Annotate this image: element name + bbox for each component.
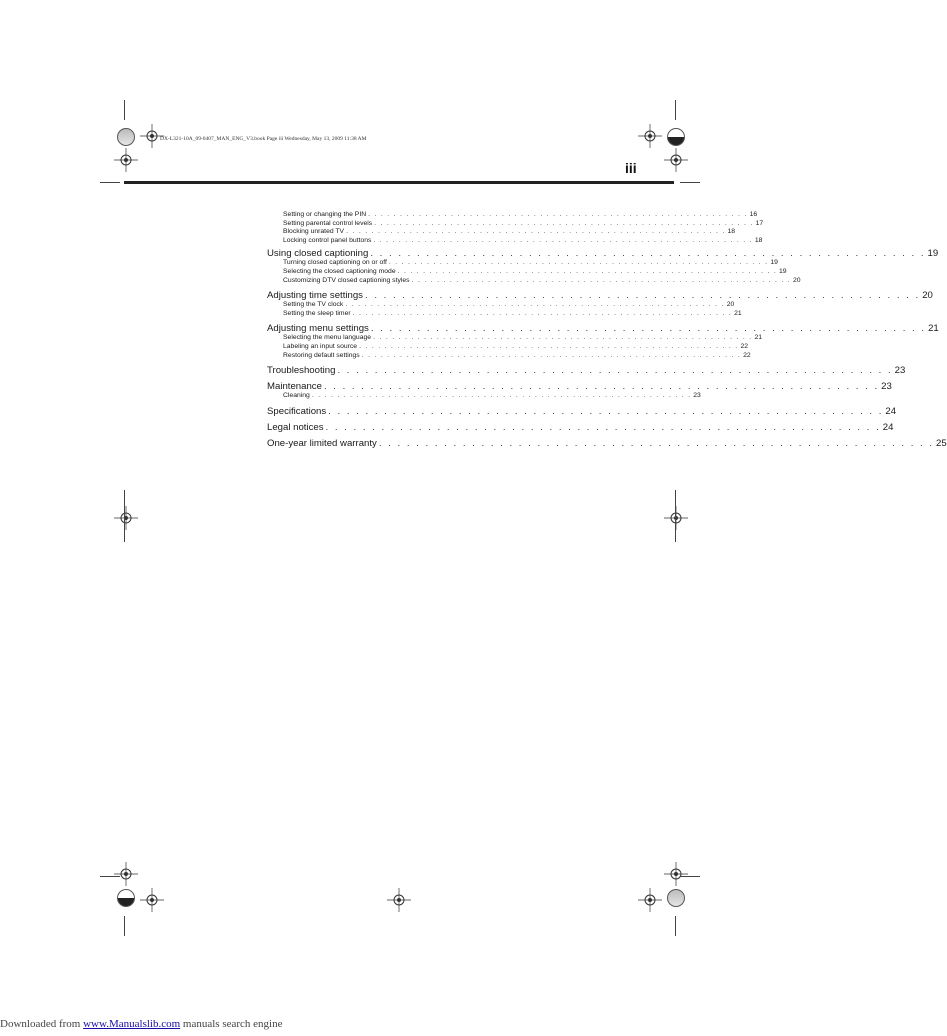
toc-chapter-entry[interactable] xyxy=(267,365,906,377)
toc-entry-title: One-year limited warranty xyxy=(267,437,377,449)
color-bar-circle-icon xyxy=(667,128,685,146)
crop-mark xyxy=(100,182,120,183)
toc-section-entry[interactable] xyxy=(267,276,801,286)
crop-mark xyxy=(675,100,676,120)
footer-prefix: Downloaded from xyxy=(0,1018,81,1030)
toc-entry-page: 23 xyxy=(894,365,906,377)
crop-mark xyxy=(100,876,120,877)
registration-mark-icon xyxy=(114,862,138,886)
dot-leader: . . . . . . . . . . . . . . . . . . . . . . . . . . . . . . . . . . . . . . . . . . . . . . . . . . . . . . . . . . . . xyxy=(337,365,893,377)
toc-entry-title: Maintenance xyxy=(267,381,322,393)
dot-leader: . . . . . . . . . . . . . . . . . . . . . . . . . . . . . . . . . . . . . . . . . . . . . . . . . . . . . . . . . . . . xyxy=(346,228,726,236)
toc-entry-title: Legal notices xyxy=(267,421,324,433)
dot-leader: . . . . . . . . . . . . . . . . . . . . . . . . . . . . . . . . . . . . . . . . . . . . . . . . . . . . . . . . . . . . xyxy=(411,276,791,284)
crop-mark xyxy=(124,916,125,936)
toc-entry-page: 19 xyxy=(927,248,939,260)
dot-leader: . . . . . . . . . . . . . . . . . . . . . . . . . . . . . . . . . . . . . . . . . . . . . . . . . . . . . . . . . . . . xyxy=(323,381,880,393)
dot-leader: . . . . . . . . . . . . . . . . . . . . . . . . . . . . . . . . . . . . . . . . . . . . . . . . . . . . . . . . . . . . xyxy=(370,248,926,260)
dot-leader: . . . . . . . . . . . . . . . . . . . . . . . . . . . . . . . . . . . . . . . . . . . . . . . . . . . . . . . . . . . . xyxy=(370,323,927,335)
toc-entry-page: 20 xyxy=(726,301,735,309)
toc-entry-page: 19 xyxy=(770,259,778,267)
color-bar-circle-icon xyxy=(667,889,685,907)
toc-section-entry[interactable] xyxy=(267,342,749,352)
dot-leader: . . . . . . . . . . . . . . . . . . . . . . . . . . . . . . . . . . . . . . . . . . . . . . . . . . . . . . . . . . . . xyxy=(373,236,753,244)
toc-entry-title: Selecting the menu language xyxy=(283,334,372,342)
toc-entry-title: Specifications xyxy=(267,405,327,417)
toc-section-entry[interactable] xyxy=(267,267,787,277)
toc-section-entry[interactable] xyxy=(267,309,742,319)
toc-entry-page: 24 xyxy=(885,405,897,417)
toc-entry-page: 21 xyxy=(734,309,742,317)
toc-chapter-entry[interactable] xyxy=(267,437,947,449)
toc-entry-page: 21 xyxy=(928,323,939,335)
toc-entry-page: 20 xyxy=(792,276,801,284)
crop-mark xyxy=(680,182,700,183)
toc-entry-title: Adjusting time settings xyxy=(267,290,363,302)
toc-entry-page: 21 xyxy=(754,334,763,342)
color-bar-circle-icon xyxy=(117,128,135,146)
toc-entry-title: Setting the TV clock xyxy=(283,301,344,309)
toc-section-entry[interactable] xyxy=(267,211,758,220)
toc-chapter-entry[interactable] xyxy=(267,248,939,260)
toc-entry-page: 19 xyxy=(779,267,787,275)
toc-entry-title: Labeling an input source xyxy=(283,342,358,350)
registration-mark-icon xyxy=(638,124,662,148)
dot-leader: . . . . . . . . . . . . . . . . . . . . . . . . . . . . . . . . . . . . . . . . . . . . . . . . . . . . . . . . . . . . xyxy=(374,219,754,227)
dot-leader: . . . . . . . . . . . . . . . . . . . . . . . . . . . . . . . . . . . . . . . . . . . . . . . . . . . . . . . . . . . . xyxy=(328,405,884,417)
toc-section-entry[interactable] xyxy=(267,236,763,246)
toc-entry-title: Locking control panel buttons xyxy=(283,236,372,244)
download-footer xyxy=(0,1018,282,1030)
registration-mark-icon xyxy=(664,862,688,886)
dot-leader: . . . . . . . . . . . . . . . . . . . . . . . . . . . . . . . . . . . . . . . . . . . . . . . . . . . . . . . . . . . . xyxy=(373,334,753,342)
toc-entry-title: Cleaning xyxy=(283,392,310,400)
dot-leader: . . . . . . . . . . . . . . . . . . . . . . . . . . . . . . . . . . . . . . . . . . . . . . . . . . . . . . . . . . . . xyxy=(378,437,935,449)
toc-chapter-entry[interactable] xyxy=(267,381,892,393)
dot-leader: . . . . . . . . . . . . . . . . . . . . . . . . . . . . . . . . . . . . . . . . . . . . . . . . . . . . . . . . . . . . xyxy=(397,267,778,275)
toc-entry-page: 22 xyxy=(740,342,749,350)
toc-section-entry[interactable] xyxy=(267,334,763,343)
crop-mark xyxy=(680,876,700,877)
page-number: iii xyxy=(625,160,637,176)
crop-mark xyxy=(124,490,125,542)
crop-mark xyxy=(124,100,125,120)
toc-entry-title: Customizing DTV closed captioning styles xyxy=(283,276,410,284)
registration-mark-icon xyxy=(664,506,688,530)
toc-section-entry[interactable] xyxy=(267,259,778,268)
toc-section-entry[interactable] xyxy=(267,228,736,237)
registration-mark-icon xyxy=(114,506,138,530)
crop-mark xyxy=(675,916,676,936)
color-bar-circle-icon xyxy=(117,889,135,907)
dot-leader: . . . . . . . . . . . . . . . . . . . . . . . . . . . . . . . . . . . . . . . . . . . . . . . . . . . . . . . . . . . . xyxy=(345,301,725,309)
toc-entry-title: Blocking unrated TV xyxy=(283,228,345,236)
toc-entry-title: Turning closed captioning on or off xyxy=(283,259,387,267)
toc-entry-title: Troubleshooting xyxy=(267,365,336,377)
registration-mark-icon xyxy=(638,888,662,912)
toc-entry-title: Restoring default settings xyxy=(283,351,360,359)
dot-leader: . . . . . . . . . . . . . . . . . . . . . . . . . . . . . . . . . . . . . . . . . . . . . . . . . . . . . . . . . . . . xyxy=(325,421,881,433)
toc-chapter-entry[interactable] xyxy=(267,323,939,335)
toc-entry-page: 18 xyxy=(727,228,736,236)
toc-entry-page: 20 xyxy=(922,290,933,302)
dot-leader: . . . . . . . . . . . . . . . . . . . . . . . . . . . . . . . . . . . . . . . . . . . . . . . . . . . . . . . . . . . . xyxy=(368,211,748,218)
dot-leader: . . . . . . . . . . . . . . . . . . . . . . . . . . . . . . . . . . . . . . . . . . . . . . . . . . . . . . . . . . . . xyxy=(361,351,742,359)
toc-entry-page: 16 xyxy=(749,211,758,218)
toc-chapter-entry[interactable] xyxy=(267,290,933,302)
dot-leader: . . . . . . . . . . . . . . . . . . . . . . . . . . . . . . . . . . . . . . . . . . . . . . . . . . . . . . . . . . . . xyxy=(359,342,739,350)
registration-mark-icon xyxy=(387,888,411,912)
dot-leader: . . . . . . . . . . . . . . . . . . . . . . . . . . . . . . . . . . . . . . . . . . . . . . . . . . . . . . . . . . . . xyxy=(364,290,921,302)
toc-entry-title: Using closed captioning xyxy=(267,248,369,260)
manualslib-link[interactable]: www.Manualslib.com xyxy=(83,1018,181,1030)
toc-entry-page: 25 xyxy=(936,437,947,449)
toc-chapter-entry[interactable] xyxy=(267,405,897,417)
registration-mark-icon xyxy=(114,148,138,172)
registration-mark-icon xyxy=(140,888,164,912)
toc-entry-page: 22 xyxy=(743,351,751,359)
file-info-line: DX-L321-10A_09-0407_MAN_ENG_V3.book Page iii Wednesday, May 13, 2009 11:38 AM xyxy=(160,136,367,142)
toc-entry-title: Adjusting menu settings xyxy=(267,323,369,335)
toc-entry-page: 24 xyxy=(882,421,894,433)
toc-entry-page: 23 xyxy=(881,381,892,393)
toc-section-entry[interactable] xyxy=(267,301,735,310)
toc-section-entry[interactable] xyxy=(267,351,751,361)
toc-chapter-entry[interactable] xyxy=(267,421,894,433)
toc-entry-title: Setting the sleep timer xyxy=(283,309,351,317)
toc-entry-title: Setting or changing the PIN xyxy=(283,211,367,218)
header-rule xyxy=(124,181,674,184)
toc-entry-title: Setting parental control levels xyxy=(283,219,373,227)
toc-entry-page: 17 xyxy=(755,219,764,227)
dot-leader: . . . . . . . . . . . . . . . . . . . . . . . . . . . . . . . . . . . . . . . . . . . . . . . . . . . . . . . . . . . . xyxy=(352,309,733,317)
dot-leader: . . . . . . . . . . . . . . . . . . . . . . . . . . . . . . . . . . . . . . . . . . . . . . . . . . . . . . . . . . . . xyxy=(311,392,692,400)
toc-entry-title: Selecting the closed captioning mode xyxy=(283,267,396,275)
crop-mark xyxy=(675,490,676,542)
registration-mark-icon xyxy=(664,148,688,172)
registration-mark-icon xyxy=(140,124,164,148)
toc-section-entry[interactable] xyxy=(267,219,764,229)
footer-suffix: manuals search engine xyxy=(182,1018,283,1030)
table-of-contents xyxy=(267,211,947,449)
toc-entry-page: 18 xyxy=(754,236,763,244)
toc-entry-page: 23 xyxy=(693,392,701,400)
dot-leader: . . . . . . . . . . . . . . . . . . . . . . . . . . . . . . . . . . . . . . . . . . . . . . . . . . . . . . . . . . . . xyxy=(388,259,769,267)
toc-section-entry[interactable] xyxy=(267,392,701,401)
